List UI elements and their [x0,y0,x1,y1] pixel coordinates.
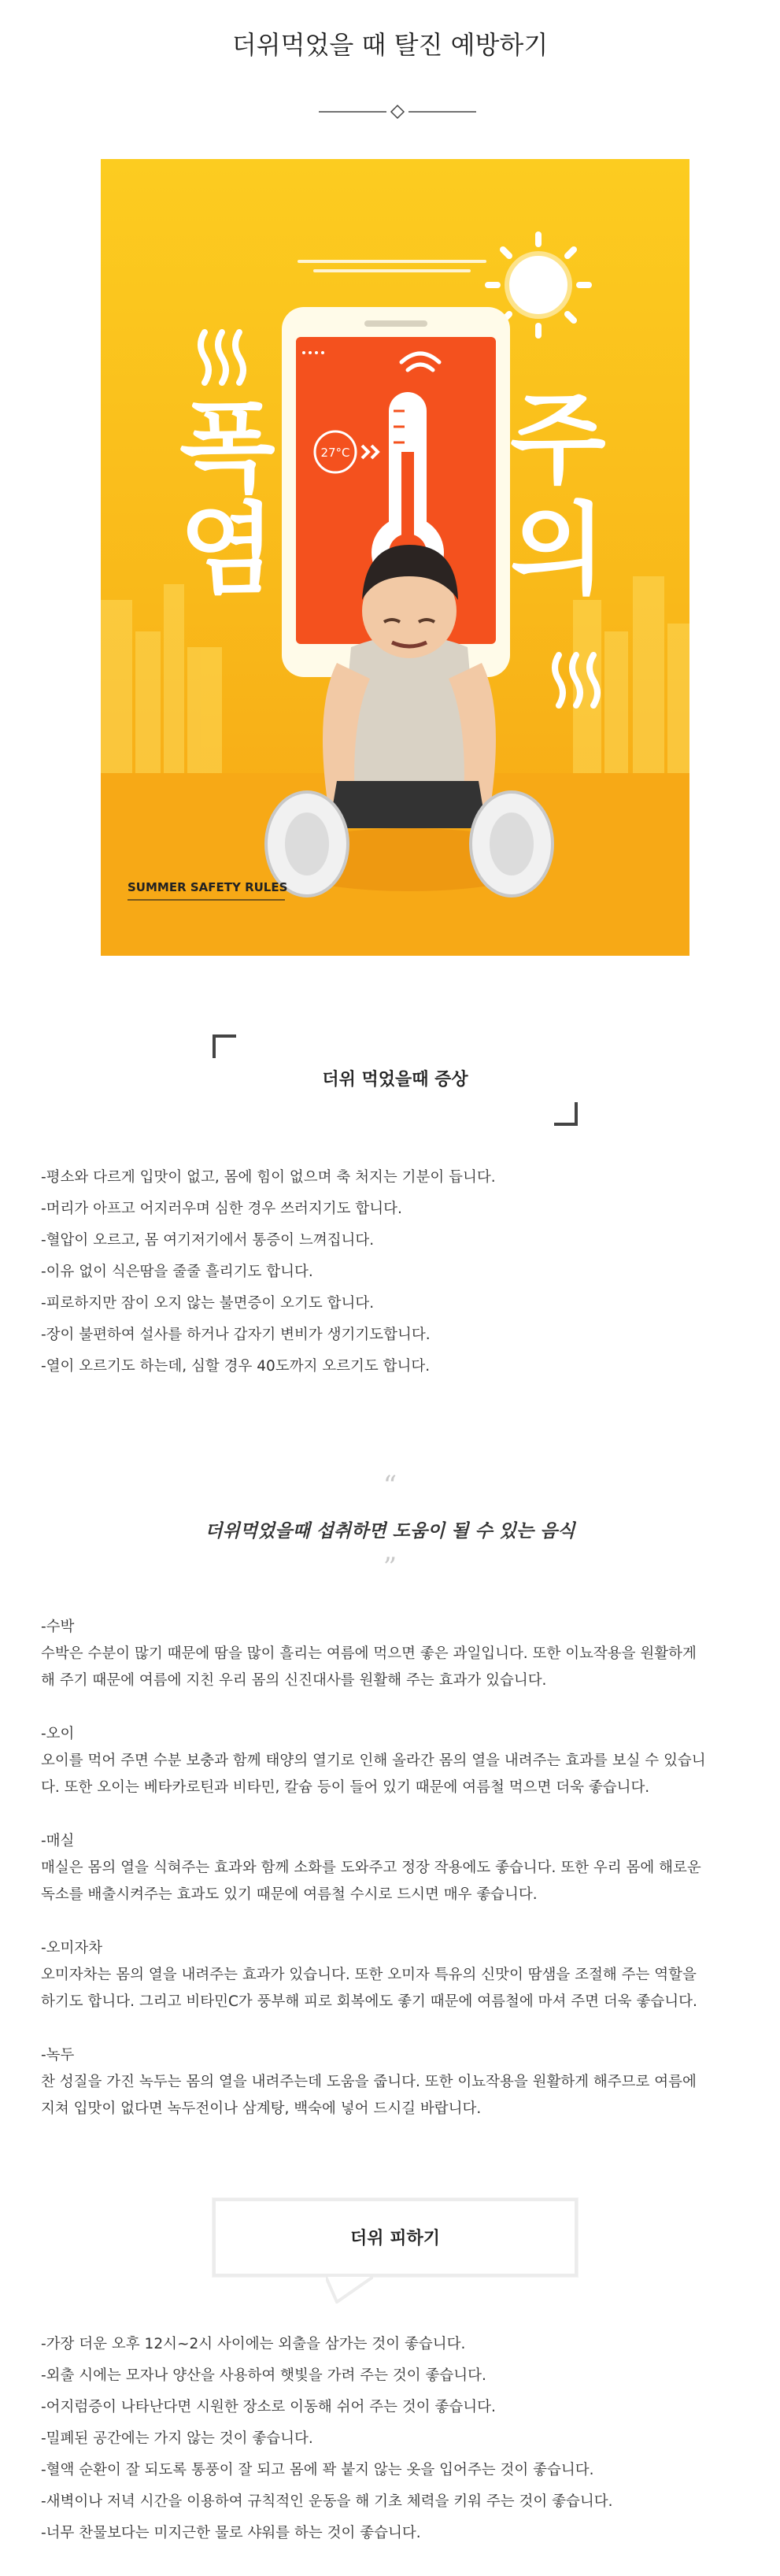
list-item: -어지럼증이 나타난다면 시원한 장소로 이동해 쉬어 주는 것이 좋습니다. [41,2399,496,2415]
food-description: 오미자차는 몸의 열을 내려주는 효과가 있습니다. 또한 오미자 특유의 신맛이 땀샘을 조절해 주는 역할을 [41,1967,697,1983]
speech-bubble-tail [326,2277,373,2304]
list-item: -이유 없이 식은땀을 줄줄 흘리기도 합니다. [41,1264,313,1280]
list-item: -혈액 순환이 잘 되도록 통풍이 잘 되고 몸에 꽉 붙지 않는 옷을 입어주는 것이 좋습니다. [41,2462,594,2478]
food-item-cucumber [41,1721,749,1801]
open-quote-icon: “ [383,1470,397,1501]
food-description: 찬 성질을 가진 녹두는 몸의 열을 내려주는데 도움을 줍니다. 또한 이뇨작용을 원활하게 해주므로 여름에 [41,2074,697,2090]
food-description: 지쳐 입맛이 없다면 녹두전이나 삼계탕, 백숙에 넣어 드시길 바랍니다. [41,2100,482,2117]
list-item: -열이 오르기도 하는데, 심할 경우 40도까지 오르기도 합니다. [41,1358,431,1375]
avoid-heat-list [41,2329,749,2549]
corner-bracket-bottom-right [554,1102,578,1126]
foods-title: 더위먹었을때 섭취하면 도움이 될 수 있는 음식 [205,1521,575,1542]
headline-right-2: 의 [510,492,606,608]
list-item: -외출 시에는 모자나 양산을 사용하여 햇빛을 가려 주는 것이 좋습니다. [41,2367,486,2384]
list-item: -피로하지만 잠이 오지 않는 불면증이 오기도 합니다. [41,1295,375,1312]
close-quote-icon: ” [383,1552,397,1583]
food-description: 하기도 합니다. 그리고 비타민C가 풍부해 피로 회복에도 좋기 때문에 여름철에 마셔 주면 더욱 좋습니다. [41,1993,697,2010]
food-name: -오미자차 [41,1940,103,1956]
food-item-maesil [41,1828,749,1908]
symptoms-list [41,1162,749,1382]
food-name: -오이 [41,1726,75,1742]
food-name: -수박 [41,1619,75,1635]
food-item-watermelon [41,1614,749,1694]
food-name: -매실 [41,1833,75,1849]
list-item: -너무 찬물보다는 미지근한 물로 샤워를 하는 것이 좋습니다. [41,2525,421,2541]
list-item: -장이 불편하여 설사를 하거나 갑자기 변비가 생기기도합니다. [41,1327,431,1343]
list-item: -평소와 다르게 입맛이 없고, 몸에 힘이 없으며 축 처지는 기분이 듭니다. [41,1169,496,1186]
page-title: 더위먹었을 때 탈진 예방하기 [231,30,549,60]
food-name: -녹두 [41,2047,75,2063]
avoid-heat-heading-bubble [213,2198,578,2277]
heatwave-poster [101,159,689,956]
list-item: -가장 더운 오후 12시~2시 사이에는 외출을 삼가는 것이 좋습니다. [41,2336,466,2352]
headline-left-1: 폭 [179,390,275,505]
symptoms-heading-box [213,1034,578,1126]
food-item-mung-bean [41,2042,749,2123]
title-divider [319,102,476,121]
temperature-label: 27°C [320,446,350,460]
headline-right-1: 주 [510,382,606,498]
poster-illustration [101,159,689,956]
food-description: 오이를 먹어 주면 수분 보충과 함께 태양의 열기로 인해 올라간 몸의 열을 내려주는 효과를 보실 수 있습니 [41,1752,706,1769]
list-item: -혈압이 오르고, 몸 여기저기에서 통증이 느껴집니다. [41,1232,375,1249]
list-item: -머리가 아프고 어지러우며 심한 경우 쓰러지기도 합니다. [41,1201,402,1217]
poster-caption: SUMMER SAFETY RULES [128,880,288,894]
food-item-omija-tea [41,1935,749,2015]
avoid-heat-title: 더위 피하기 [350,2229,440,2248]
headline-left-2: 염 [179,492,275,608]
food-description: 수박은 수분이 많기 때문에 땀을 많이 흘리는 여름에 먹으면 좋은 과일입니다. 또한 이뇨작용을 원활하게 [41,1645,697,1662]
food-description: 매실은 몸의 열을 식혀주는 효과와 함께 소화를 도와주고 정장 작용에도 좋습니다. 또한 우리 몸에 해로운 [41,1860,701,1876]
corner-bracket-top-left [213,1034,236,1058]
list-item: -새벽이나 저녁 시간을 이용하여 규칙적인 운동을 해 기초 체력을 키워 주는 것이 좋습니다. [41,2493,613,2510]
food-description: 독소를 배출시켜주는 효과도 있기 때문에 여름철 수시로 드시면 매우 좋습니다. [41,1886,538,1903]
food-description: 다. 또한 오이는 베타카로틴과 비타민, 칼슘 등이 들어 있기 때문에 여름철 먹으면 더욱 좋습니다. [41,1779,650,1796]
list-item: -밀폐된 공간에는 가지 않는 것이 좋습니다. [41,2430,313,2447]
symptoms-title: 더위 먹었을때 증상 [322,1070,468,1090]
food-description: 해 주기 때문에 여름에 지친 우리 몸의 신진대사를 원활해 주는 효과가 있습니다. [41,1672,547,1689]
